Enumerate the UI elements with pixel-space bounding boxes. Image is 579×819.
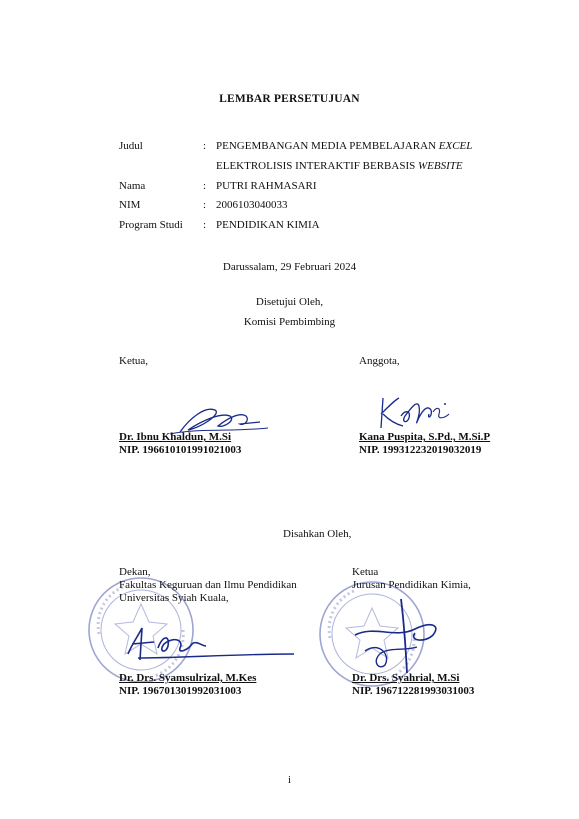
field-label-nama: Nama	[119, 180, 146, 192]
field-label-judul: Judul	[119, 140, 143, 152]
official-left-nip: NIP. 196701301992031003	[119, 685, 242, 697]
supervisor-right-role: Anggota,	[359, 355, 400, 367]
official-left-role-2: Fakultas Keguruan dan Ilmu Pendidikan	[119, 579, 297, 591]
supervisor-left-role: Ketua,	[119, 355, 149, 367]
field-value-nama: PUTRI RAHMASARI	[216, 180, 317, 192]
official-left-role-3: Universitas Syiah Kuala,	[119, 592, 229, 604]
field-colon: :	[203, 140, 207, 152]
judul-italic-2: WEBSITE	[417, 160, 463, 172]
field-label-prodi: Program Studi	[119, 219, 183, 231]
field-label-nim: NIM	[119, 199, 141, 211]
official-right-role-2: Jurusan Pendidikan Kimia,	[352, 579, 471, 591]
official-right-nip: NIP. 196712281993031003	[352, 685, 475, 697]
approved-by: Disetujui Oleh,	[255, 296, 324, 308]
judul-italic-1: EXCEL	[438, 140, 473, 152]
supervisor-right-name: Kana Puspita, S.Pd., M.Si.P	[359, 431, 491, 443]
judul-text-2: ELEKTROLISIS INTERAKTIF BERBASIS	[216, 160, 418, 172]
official-left-name: Dr. Drs. Syamsulrizal, M.Kes	[119, 672, 257, 684]
field-value-judul-line2	[216, 160, 463, 172]
signature-anggota	[375, 392, 455, 434]
judul-text-1: PENGEMBANGAN MEDIA PEMBELAJARAN	[216, 140, 439, 152]
committee-label: Komisi Pembimbing	[243, 316, 336, 328]
field-value-prodi: PENDIDIKAN KIMIA	[216, 219, 320, 231]
signature-ketua-jurusan	[345, 595, 455, 677]
official-right-role-1: Ketua	[352, 566, 379, 578]
ratified-by: Disahkan Oleh,	[283, 528, 352, 540]
supervisor-left-name: Dr. Ibnu Khaldun, M.Si	[119, 431, 232, 443]
field-value-nim: 2006103040033	[216, 199, 288, 211]
field-colon: :	[203, 219, 207, 231]
place-date: Darussalam, 29 Februari 2024	[222, 261, 357, 273]
signature-dekan	[118, 614, 298, 670]
supervisor-left-nip: NIP. 196610101991021003	[119, 444, 242, 456]
field-value-judul	[216, 140, 472, 152]
official-left-role-1: Dekan,	[119, 566, 151, 578]
field-colon: :	[203, 199, 207, 211]
supervisor-right-nip: NIP. 199312232019032019	[359, 444, 482, 456]
page-title: LEMBAR PERSETUJUAN	[219, 93, 360, 105]
field-colon: :	[203, 180, 207, 192]
official-right-name: Dr. Drs. Syahrial, M.Si	[352, 672, 460, 684]
page-number: i	[287, 774, 292, 786]
